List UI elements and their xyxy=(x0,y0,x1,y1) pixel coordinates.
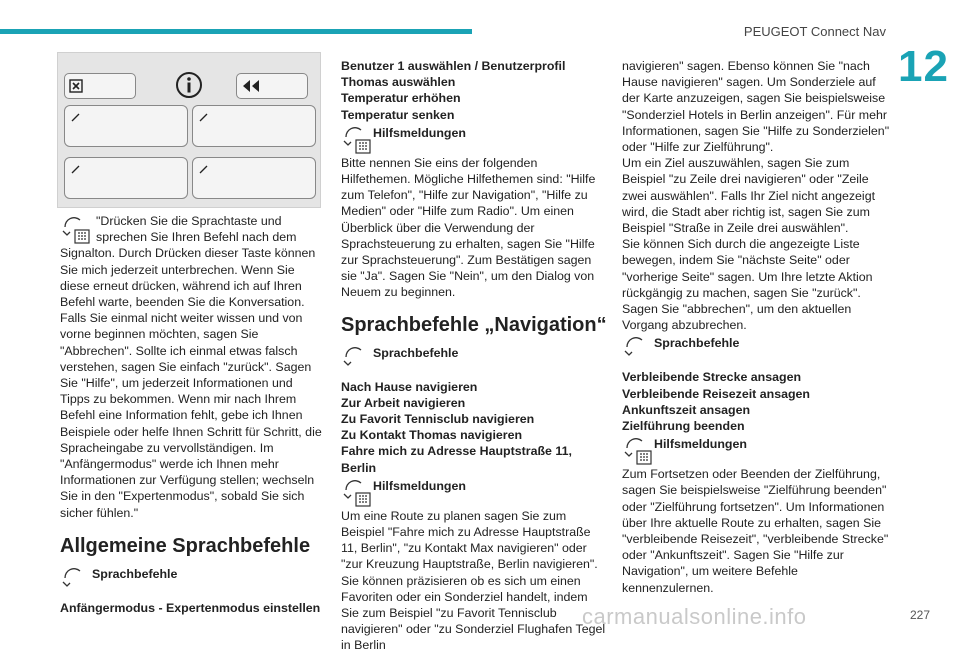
close-icon xyxy=(69,79,83,93)
command-item: Verbleibende Strecke ansagen xyxy=(622,370,802,385)
help-text: Zum Fortsetzen oder Beenden der Zielführung, sagen Sie beispielsweise "Zielführung beenden" oder "Zielführung fortsetzen". Um Informationen über Ihre aktuelle Route zu erhalten, sagen Sie "verbleibende Reisezeit", "verbleibende Strecke" oder "Ankunftszeit". Sagen Sie "Hilfe zur Navigation", um weitere Befehle kennenzulernen. xyxy=(622,467,889,595)
suggestion-tile xyxy=(192,105,316,147)
intro-line-1: "Drücken Sie die Sprachtaste und xyxy=(96,214,282,228)
help-text: Um eine Route zu planen sagen Sie zum Beispiel "Fahre mich zu Adresse Hauptstraße 11, Berlin", "zu Kontakt Max navigieren" oder "zur Kreuzung Hauptstraße, Berlin navigieren". Sie können präzisieren ob es sich um einen Favoriten oder ein Sonderziel handelt, indem Sie zum Beispiel "zu Favorit Tennisclub navigieren" oder "zu Sonderziel Flughafen Tegel in Berlin xyxy=(341,508,606,653)
command-item: Temperatur erhöhen xyxy=(341,91,461,106)
general-commands-heading: Allgemeine Sprachbefehle xyxy=(60,534,311,557)
nav-command-item: Fahre mich zu Adresse Hauptstraße 11, Berlin xyxy=(341,444,572,475)
commands-label-row xyxy=(341,343,607,375)
nav-command-item: Nach Hause navigieren xyxy=(341,379,478,394)
pencil-icon xyxy=(71,164,81,174)
help-label: Hilfsmeldungen xyxy=(373,478,466,493)
close-button xyxy=(64,73,136,99)
voice-help-icon xyxy=(60,213,92,245)
help-text: Bitte nennen Sie eins der folgenden Hilfethemen. Mögliche Hilfethemen sind: "Hilfe zum Telefon", "Hilfe zur Navigation", "Hilfe zu Medien" oder "Hilfe zum Radio". Um einen Überblick über die Verwendung der Sprachsteuerung zu erhalten, sagen Sie "Hilfe zur Sprachsteuerung". Zum Bestätigen sagen sie "Ja". Sagen Sie "Nein", um den Dialog von Neuem zu beginnen. xyxy=(341,155,596,300)
help-label: Hilfsmeldungen xyxy=(654,437,747,452)
voice-command-icon xyxy=(341,343,373,375)
column-1 xyxy=(60,213,322,616)
voice-screen-illustration xyxy=(57,52,321,208)
header-title: PEUGEOT Connect Nav xyxy=(743,24,886,39)
pencil-icon xyxy=(199,164,209,174)
commands-label: Sprachbefehle xyxy=(373,345,459,360)
help-label-row xyxy=(341,476,607,508)
intro-text: Signalton. Durch Drücken dieser Taste können Sie mich jederzeit unterbrechen. Wenn Sie diese erneut drücken, während ich auf Ihren Befehl warte, beenden Sie die Konversation. Falls Sie einmal nicht weiter wissen und von vorne beginnen möchten, sagen Sie "Abbrechen". Sollte ich einmal etwas falsch verstehen, sagen Sie einfach "zurück". Sagen Sie "Hilfe", um jederzeit Informationen und Tipps zu bekommen. Wenn mir nach Ihrem Befehl eine Information fehlt, gebe ich Ihnen Beispiele oder helfe Ihnen Schritt für Schritt, die Spracheingabe zu vervollständigen. Im "Anfängermodus" werde ich Ihnen mehr Informationen zur Verfügung stellen; wechseln Sie in den "Expertenmodus", sobald Sie sich sicher fühlen." xyxy=(60,246,322,520)
command-item: Ankunftszeit ansagen xyxy=(622,402,751,417)
commands-label: Sprachbefehle xyxy=(92,566,178,581)
column-3 xyxy=(622,58,890,596)
info-icon xyxy=(175,71,203,99)
voice-command-icon xyxy=(60,564,92,596)
nav-help-text: Um ein Ziel auszuwählen, sagen Sie zum Beispiel "zu Zeile drei navigieren" oder "Zeile zwei auswählen". Falls Ihr Ziel nicht angezeigt wird, die Stadt aber richtig ist, sagen Sie zum Beispiel "Straße in Zeile drei auswählen". xyxy=(622,156,876,236)
column-2 xyxy=(341,58,607,654)
help-label-row xyxy=(622,434,890,466)
help-label: Hilfsmeldungen xyxy=(373,125,466,140)
commands-label: Sprachbefehle xyxy=(654,336,740,351)
command-item: Verbleibende Reisezeit ansagen xyxy=(622,386,811,401)
nav-command-item: Zur Arbeit navigieren xyxy=(341,395,466,410)
nav-command-item: Zu Favorit Tennisclub navigieren xyxy=(341,412,535,427)
page-number: 227 xyxy=(909,608,930,622)
nav-command-item: Zu Kontakt Thomas navigieren xyxy=(341,428,523,443)
back-button xyxy=(236,73,308,99)
voice-help-icon xyxy=(341,123,373,155)
command-item: Benutzer 1 auswählen / Benutzerprofil xyxy=(341,59,566,73)
nav-help-text: Sie können Sich durch die angezeigte Liste bewegen, indem Sie "nächste Seite" oder "vorherige Seite" sagen. Um Ihre letzte Aktion rückgängig zu machen, sagen Sie "zurück". Sagen Sie "abbrechen", um den aktuellen Vorgang abzubrechen. xyxy=(622,237,873,333)
intro-row xyxy=(60,213,322,245)
commands-label-row xyxy=(622,333,890,365)
voice-help-icon xyxy=(341,476,373,508)
suggestion-tile xyxy=(64,157,188,199)
help-label-row xyxy=(341,123,607,155)
header-accent-bar xyxy=(0,29,472,34)
commands-label-row xyxy=(60,564,322,596)
chapter-number: 12 xyxy=(898,42,949,91)
voice-command-icon xyxy=(622,333,654,365)
intro-line-2: sprechen Sie Ihren Befehl nach dem xyxy=(96,230,297,245)
command-item: Temperatur senken xyxy=(341,107,455,122)
nav-help-text: navigieren" sagen. Ebenso können Sie "nach Hause navigieren" sagen. Um Sonderziele auf der Karte anzuzeigen, sagen Sie beispielsweise "Sonderziel Hotels in Berlin anzeigen". Für mehr Informationen, sagen Sie "Hilfe zu Sonderzielen" oder "Hilfe zur Zielführung". xyxy=(622,59,890,155)
navigation-commands-heading: Sprachbefehle „Navigation“ xyxy=(341,313,607,336)
pencil-icon xyxy=(71,112,81,122)
suggestion-tile xyxy=(192,157,316,199)
suggestion-tile xyxy=(64,105,188,147)
rewind-icon xyxy=(241,79,261,93)
watermark: carmanualsonline.info xyxy=(582,604,807,629)
pencil-icon xyxy=(199,112,209,122)
command-item: Thomas auswählen xyxy=(341,75,456,90)
command-item: Anfängermodus - Expertenmodus einstellen xyxy=(60,600,321,615)
voice-help-icon xyxy=(622,434,654,466)
command-item: Zielführung beenden xyxy=(622,419,745,434)
